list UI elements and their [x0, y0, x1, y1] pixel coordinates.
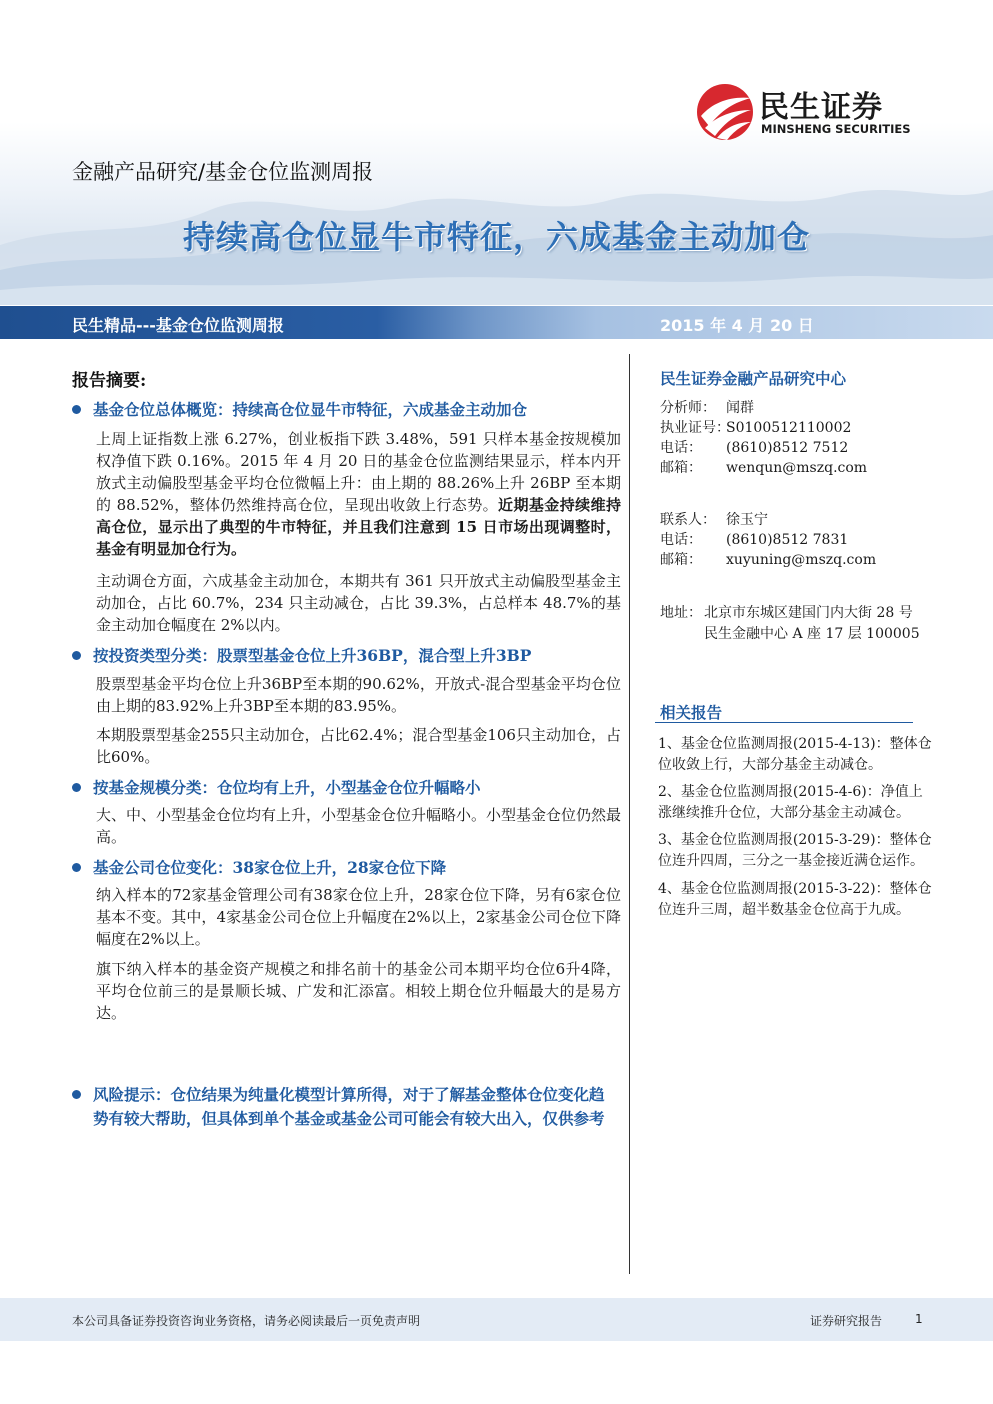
type-paragraph-2: 本期股票型基金255只主动加仓，占比62.4%；混合型基金106只主动加仓，占比60%。	[96, 726, 621, 766]
contact-email: 邮箱： xuyuning@mszq.com	[660, 552, 877, 568]
company-paragraph: 纳入样本的72家基金管理公司有38家仓位上升，28家仓位下降，另有6家仓位基本不变。其中，4家基金公司仓位上升幅度在2%以上，2家基金公司仓位下降幅度在2%以上。	[96, 886, 621, 948]
section-heading-size: 按基金规模分类：仓位均有上升，小型基金仓位升幅略小	[72, 776, 622, 798]
minsheng-logo-icon	[695, 82, 755, 142]
summary-title: 报告摘要:	[72, 371, 147, 391]
band-title: 民生精品---基金仓位监测周报	[72, 316, 284, 335]
analyst-license: 执业证号：S0100512110002	[660, 420, 852, 436]
size-paragraph: 大、中、小型基金仓位均有上升，小型基金仓位升幅略小。小型基金仓位仍然最高。	[96, 806, 622, 846]
minsheng-logo	[695, 82, 925, 142]
contact-name: 联系人： 徐玉宁	[660, 512, 768, 528]
report-date: 2015 年 4 月 20 日	[660, 316, 814, 335]
bullet-icon	[72, 863, 81, 872]
analyst-phone: 电话： (8610)8512 7512	[660, 440, 849, 456]
overview-paragraph-2: 主动调仓方面，六成基金主动加仓，本期共有 361 只开放式主动偏股型基金主动加仓，占比 60.7%，234 只主动减仓，占比 39.3%，占总样本 48.7%的基金主动加仓幅度在 2%以内。	[96, 572, 621, 634]
analyst-email: 邮箱： wenqun@mszq.com	[660, 460, 868, 476]
bullet-icon	[72, 783, 81, 792]
overview-paragraph: 上周上证指数上涨 6.27%，创业板指下跌 3.48%，591 只样本基金按规模加权净值下跌 0.16%。2015 年 4 月 20 日的基金仓位监测结果显示，样本内开放式主动偏股型基金平均仓位微幅上升：由上期的 88.26%上升 26BP 至本期的 88.52%，整体仍然维持高仓位，呈现出收敛上行态势。近期基金持续维持高仓位，显示出了典型的牛市特征，并且我们注意到 15 日市场出现调整时，基金有明显加仓行为。	[96, 430, 621, 558]
bullet-icon	[72, 1090, 81, 1099]
related-report-item[interactable]: 1、基金仓位监测周报(2015-4-13)：整体仓位收敛上行，大部分基金主动减仓。	[658, 736, 932, 773]
section-heading-overview: 基金仓位总体概览：持续高仓位显牛市特征，六成基金主动加仓	[72, 398, 622, 420]
related-report-item[interactable]: 4、基金仓位监测周报(2015-3-22)：整体仓位连升三周，超半数基金仓位高于九成。	[658, 881, 932, 918]
address-line-1: 地址： 北京市东城区建国门内大街 28 号	[660, 605, 913, 621]
address-line-2: 民生金融中心 A 座 17 层 100005	[704, 626, 920, 642]
overview-highlight: 近期基金持续维持高仓位，显示出了典型的牛市特征，并且我们注意到 15 日市场出现调整时，基金有明显加仓行为。	[96, 496, 621, 558]
contact-phone: 电话： (8610)8512 7831	[660, 532, 849, 548]
risk-warning: 风险提示：仓位结果为纯量化模型计算所得，对于了解基金整体仓位变化趋势有较大帮助，但具体到单个基金或基金公司可能会有较大出入，仅供参考	[72, 1083, 622, 1131]
page-number: 1	[915, 1312, 923, 1326]
report-headline: 持续高仓位显牛市特征，六成基金主动加仓	[182, 218, 810, 256]
related-report-item[interactable]: 3、基金仓位监测周报(2015-3-29)：整体仓位连升四周，三分之一基金接近满仓运作。	[658, 832, 932, 869]
related-reports-underline	[655, 722, 913, 723]
bullet-icon	[72, 651, 81, 660]
column-divider	[629, 354, 630, 1274]
logo-chinese-name: 民生证券	[759, 90, 883, 125]
logo-english-name: MINSHENG SECURITIES	[761, 122, 911, 136]
company-paragraph-2: 旗下纳入样本的基金资产规模之和排名前十的基金公司本期平均仓位6升4降，平均仓位前三的是景顺长城、广发和汇添富。相较上期仓位升幅最大的是易方达。	[96, 960, 621, 1022]
section-heading-company: 基金公司仓位变化：38家仓位上升，28家仓位下降	[72, 856, 622, 878]
related-reports-title: 相关报告	[660, 703, 723, 722]
section-heading-type: 按投资类型分类：股票型基金仓位上升36BP，混合型上升3BP	[72, 644, 622, 666]
type-paragraph: 股票型基金平均仓位上升36BP至本期的90.62%，开放式-混合型基金平均仓位由上期的83.92%上升3BP至本期的83.95%。	[96, 675, 621, 715]
footer-disclaimer: 本公司具备证券投资咨询业务资格，请务必阅读最后一页免责声明	[72, 1314, 421, 1328]
related-report-item[interactable]: 2、基金仓位监测周报(2015-4-6)：净值上涨继续推升仓位，大部分基金主动减仓。	[658, 784, 923, 821]
report-category: 金融产品研究/基金仓位监测周报	[72, 160, 374, 184]
research-center-name: 民生证券金融产品研究中心	[660, 369, 847, 388]
analyst-name: 分析师： 闻群	[660, 400, 754, 416]
footer-report-type: 证券研究报告	[810, 1314, 883, 1328]
bullet-icon	[72, 405, 81, 414]
